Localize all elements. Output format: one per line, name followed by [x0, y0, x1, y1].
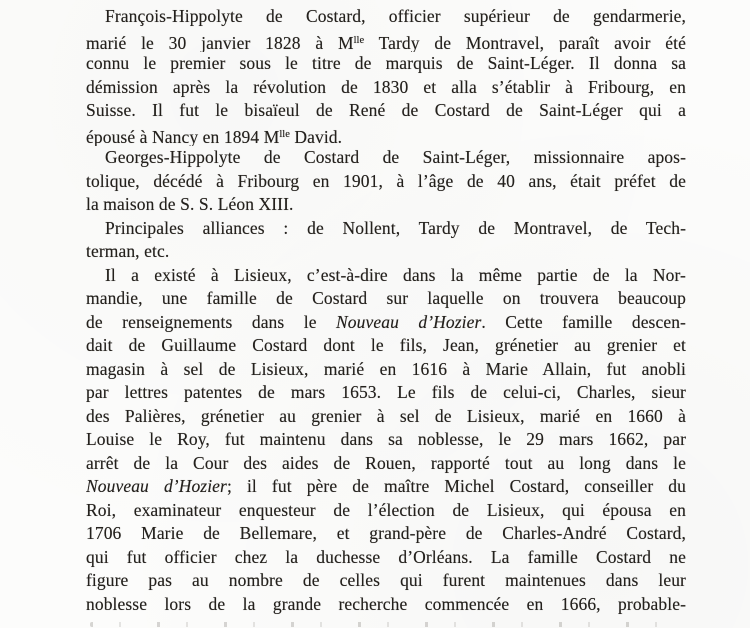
text-segment: Principales alliances : de Nollent, Tardy de Montravel, de Tech- [105, 217, 686, 238]
text-line [86, 264, 686, 288]
text-segment: par lettres patentes de mars 1653. Le fils de celui-ci, Charles, sieur [86, 382, 686, 402]
text-segment: des Palières, grénetier au grenier à sel de Lisieux, marié en 1660 à [86, 405, 686, 426]
text-segment: connu le premier sous le titre de marquis de Saint-Léger. Il donna sa [86, 53, 686, 73]
text-segment: Roi, examinateur enquesteur de l’élection de Lisieux, qui épousa en [86, 499, 686, 520]
text-line [86, 522, 686, 546]
text-segment: démission après la révolution de 1830 et alla s’établir à Fribourg, en [86, 76, 686, 97]
text-line [86, 193, 686, 217]
text-segment: noblesse lors de la grande recherche commencée en 1666, probable- [86, 593, 686, 614]
text-line [86, 334, 686, 358]
text-line [86, 5, 686, 29]
text-line [86, 287, 686, 311]
cutoff-next-line-artifact [90, 622, 682, 627]
text-segment: magasin à sel de Lisieux, marié en 1616 à Marie Allain, fut anobli [86, 358, 686, 379]
text-line [86, 452, 686, 476]
superscript-text: lle [279, 128, 290, 140]
text-segment: Tardy de Montravel, paraît avoir été [364, 32, 686, 52]
text-segment: Georges-Hippolyte de Costard de Saint-Léger, missionnaire apos- [105, 147, 686, 167]
text-segment: qui fut officier chez la duchesse d’Orléans. La famille Costard ne [86, 546, 686, 567]
text-line [86, 569, 686, 593]
text-line [86, 405, 686, 429]
text-segment: David. [289, 126, 343, 146]
text-line [86, 358, 686, 382]
page-text [86, 5, 686, 616]
text-segment: marié le 30 janvier 1828 à M [86, 32, 354, 52]
text-segment: terman, etc. [86, 241, 170, 261]
text-line [86, 52, 686, 76]
text-line [86, 593, 686, 617]
text-segment: arrêt de la Cour des aides de Rouen, rapporté tout au long dans le [86, 452, 686, 473]
text-line [86, 428, 686, 452]
text-segment: ; il fut père de maître Michel Costard, conseiller du [226, 476, 686, 496]
text-segment: la maison de S. S. Léon XIII. [86, 194, 294, 214]
text-line [86, 546, 686, 570]
text-line [86, 29, 686, 53]
text-segment: Louise le Roy, fut maintenu dans sa noblesse, le 29 mars 1662, par [86, 429, 686, 449]
paragraph [86, 217, 686, 264]
italic-text: Nouveau d’Hozier [336, 311, 482, 332]
text-line [86, 475, 686, 499]
text-line [86, 381, 686, 405]
text-line [86, 499, 686, 523]
text-segment: tolique, décédé à Fribourg en 1901, à l’âge de 40 ans, était préfet de [86, 170, 686, 191]
text-segment: François-Hippolyte de Costard, officier supérieur de gendarmerie, [105, 6, 686, 26]
text-line [86, 240, 686, 264]
paragraph [86, 5, 686, 146]
text-segment: Il a existé à Lisieux, c’est-à-dire dans la même partie de la Nor- [105, 264, 686, 285]
text-segment: de renseignements dans le [86, 311, 337, 332]
text-segment: épousé à Nancy en 1894 M [86, 126, 280, 146]
text-segment: mandie, une famille de Costard sur laquelle on trouvera beaucoup [86, 288, 686, 308]
text-segment: dait de Guillaume Costard dont le fils, Jean, grénetier au grenier et [86, 335, 686, 355]
text-line [86, 76, 686, 100]
text-segment: Suisse. Il fut le bisaïeul de René de Costard de Saint-Léger qui a [86, 100, 686, 120]
text-line [86, 311, 686, 335]
text-line [86, 123, 686, 147]
italic-text: Nouveau d’Hozier [86, 476, 227, 496]
text-line [86, 146, 686, 170]
text-segment: . Cette famille descen- [481, 311, 686, 332]
text-line [86, 99, 686, 123]
superscript-text: lle [353, 34, 365, 46]
paragraph [86, 146, 686, 217]
text-segment: figure pas au nombre de celles qui furent maintenues dans leur [86, 570, 686, 590]
text-line [86, 217, 686, 241]
text-line [86, 170, 686, 194]
paragraph [86, 264, 686, 617]
text-segment: 1706 Marie de Bellemare, et grand-père de Charles-André Costard, [86, 523, 686, 543]
